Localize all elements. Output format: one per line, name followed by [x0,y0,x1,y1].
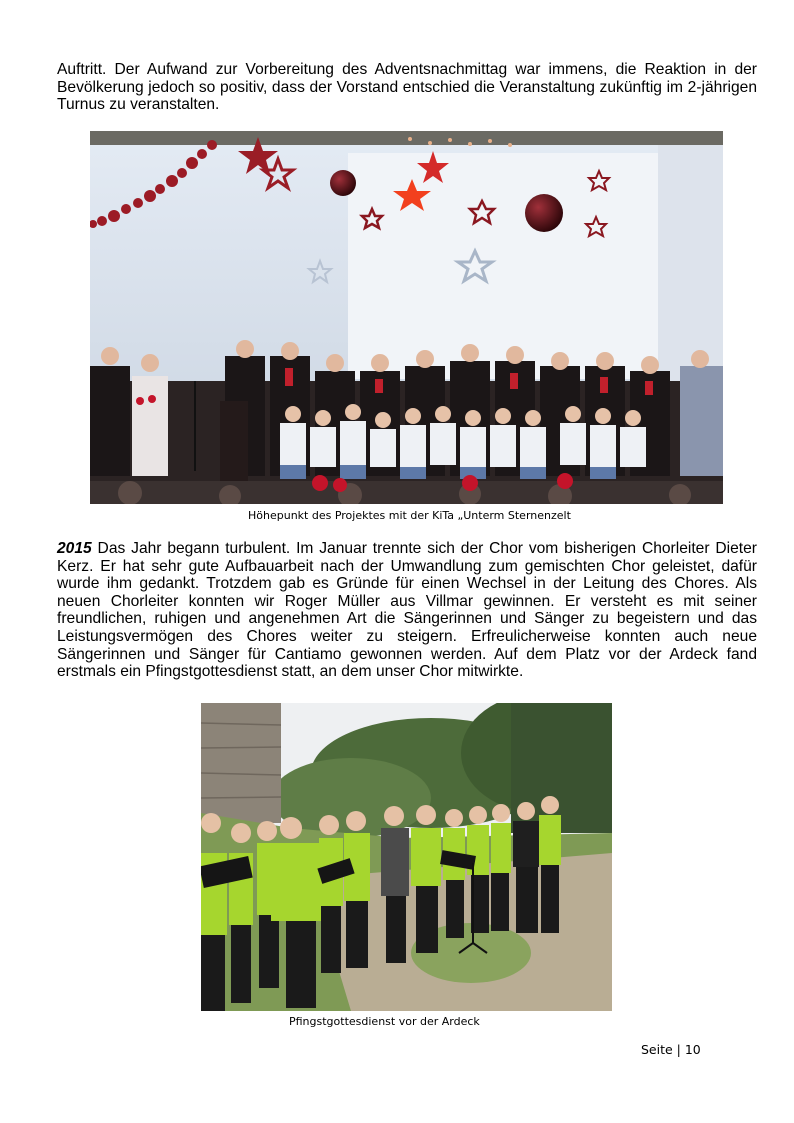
photo2-caption: Pfingstgottesdienst vor der Ardeck [289,1015,480,1028]
photo1-caption: Höhepunkt des Projektes mit der KiTa „Unterm Sternenzelt [248,509,571,522]
pfingst-choir-photo [201,703,612,1011]
paragraph-2015-text: Das Jahr begann turbulent. Im Januar trennte sich der Chor vom bisherigen Chorleiter Dieter Kerz. Er hat sehr gute Aufbauarbeit nach der Umwandlung zum gemischten Chor geleistet, dafür wurde ihm gedankt. Trotzdem gab es Gründe für einen Wechsel in der Leitung des Chores. Als neuen Chorleiter konnten wir Roger Müller aus Villmar gewinnen. Er versteht es mit seiner freundlichen, ruhigen und angenehmen Art die Sängerinnen und Sänger zu begeistern und das Leistungsvermögen des Chores weiter zu steigern. Erfreulicherweise konnten auch neue Sängerinnen und Sänger für Cantiamo gewonnen werden. Auf dem Platz vor der Ardeck fand erstmals ein Pfingstgottesdienst statt, an dem unser Chor mitwirkte. [57,540,757,681]
choir-kita-photo [90,131,723,504]
paragraph-top: Auftritt. Der Aufwand zur Vorbereitung des Adventsnachmittag war immens, die Reaktion in der Bevölkerung jedoch so positiv, dass der Vorstand entschied die Veranstaltung zukünftig im 2-jährigen Turnus zu veranstalten. [57,61,757,114]
year-label: 2015 [57,540,92,557]
paragraph-2015 [57,540,757,681]
page-number: Seite | 10 [641,1042,701,1057]
